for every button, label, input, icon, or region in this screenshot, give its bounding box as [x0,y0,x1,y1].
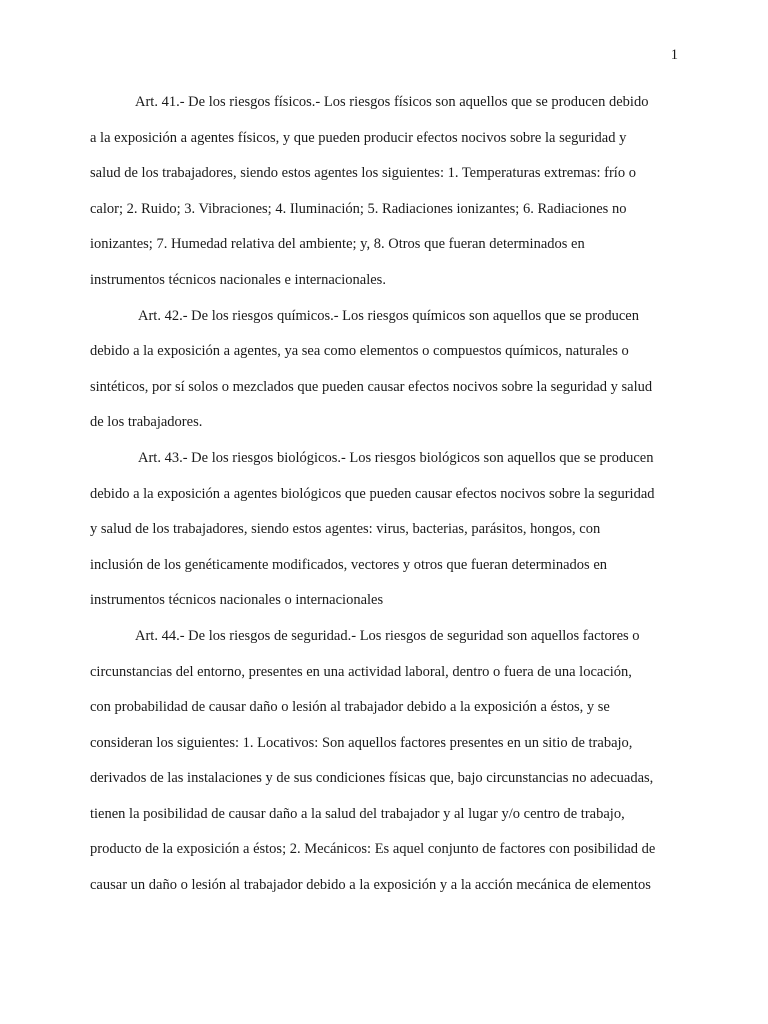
text-line: circunstancias del entorno, presentes en una actividad laboral, dentro o fuera de una locación, [90,663,632,680]
text-line: Art. 44.- De los riesgos de seguridad.- Los riesgos de seguridad son aquellos factores o [135,627,640,644]
text-line: ionizantes; 7. Humedad relativa del ambiente; y, 8. Otros que fueran determinados en [90,236,585,253]
text-line: salud de los trabajadores, siendo estos agentes los siguientes: 1. Temperaturas extremas: frío o [90,165,636,182]
page-number: 1 [670,47,678,63]
text-line: y salud de los trabajadores, siendo estos agentes: virus, bacterias, parásitos, hongos, con [90,521,601,538]
paragraph-art-42 [90,299,678,441]
text-line: a la exposición a agentes físicos, y que pueden producir efectos nocivos sobre la seguridad y [90,129,627,146]
text-line: instrumentos técnicos nacionales o internacionales [90,592,384,609]
paragraph-art-41 [90,85,678,299]
text-line: consideran los siguientes: 1. Locativos: Son aquellos factores presentes en un sitio de trabajo, [90,734,633,751]
text-line: calor; 2. Ruido; 3. Vibraciones; 4. Iluminación; 5. Radiaciones ionizantes; 6. Radiaciones no [90,200,627,217]
text-line: sintéticos, por sí solos o mezclados que pueden causar efectos nocivos sobre la seguridad y salud [90,378,653,395]
paragraph-art-44 [90,619,678,904]
text-line: tienen la posibilidad de causar daño a la salud del trabajador y al lugar y/o centro de trabajo, [90,805,625,822]
text-line: causar un daño o lesión al trabajador debido a la exposición y a la acción mecánica de elementos [90,877,651,894]
document-body [90,85,678,904]
paragraph-art-43 [90,441,678,619]
text-line: inclusión de los genéticamente modificados, vectores y otros que fueran determinados en [90,556,608,573]
text-line: Art. 41.- De los riesgos físicos.- Los riesgos físicos son aquellos que se producen debido [135,94,649,110]
text-line: producto de la exposición a éstos; 2. Mecánicos: Es aquel conjunto de factores con posibilidad de [90,841,656,858]
text-line: instrumentos técnicos nacionales e internacionales. [90,271,386,288]
text-line: derivados de las instalaciones y de sus condiciones físicas que, bajo circunstancias no adecuadas, [90,770,654,787]
text-line: de los trabajadores. [90,414,203,431]
text-line: debido a la exposición a agentes, ya sea como elementos o compuestos químicos, naturales o [90,343,629,360]
text-line: Art. 43.- De los riesgos biológicos.- Los riesgos biológicos son aquellos que se producen [138,449,654,466]
text-line: con probabilidad de causar daño o lesión al trabajador debido a la exposición a éstos, y se [90,699,610,716]
text-line: Art. 42.- De los riesgos químicos.- Los riesgos químicos son aquellos que se producen [138,307,639,324]
text-line: debido a la exposición a agentes biológicos que pueden causar efectos nocivos sobre la seguridad [90,485,655,502]
